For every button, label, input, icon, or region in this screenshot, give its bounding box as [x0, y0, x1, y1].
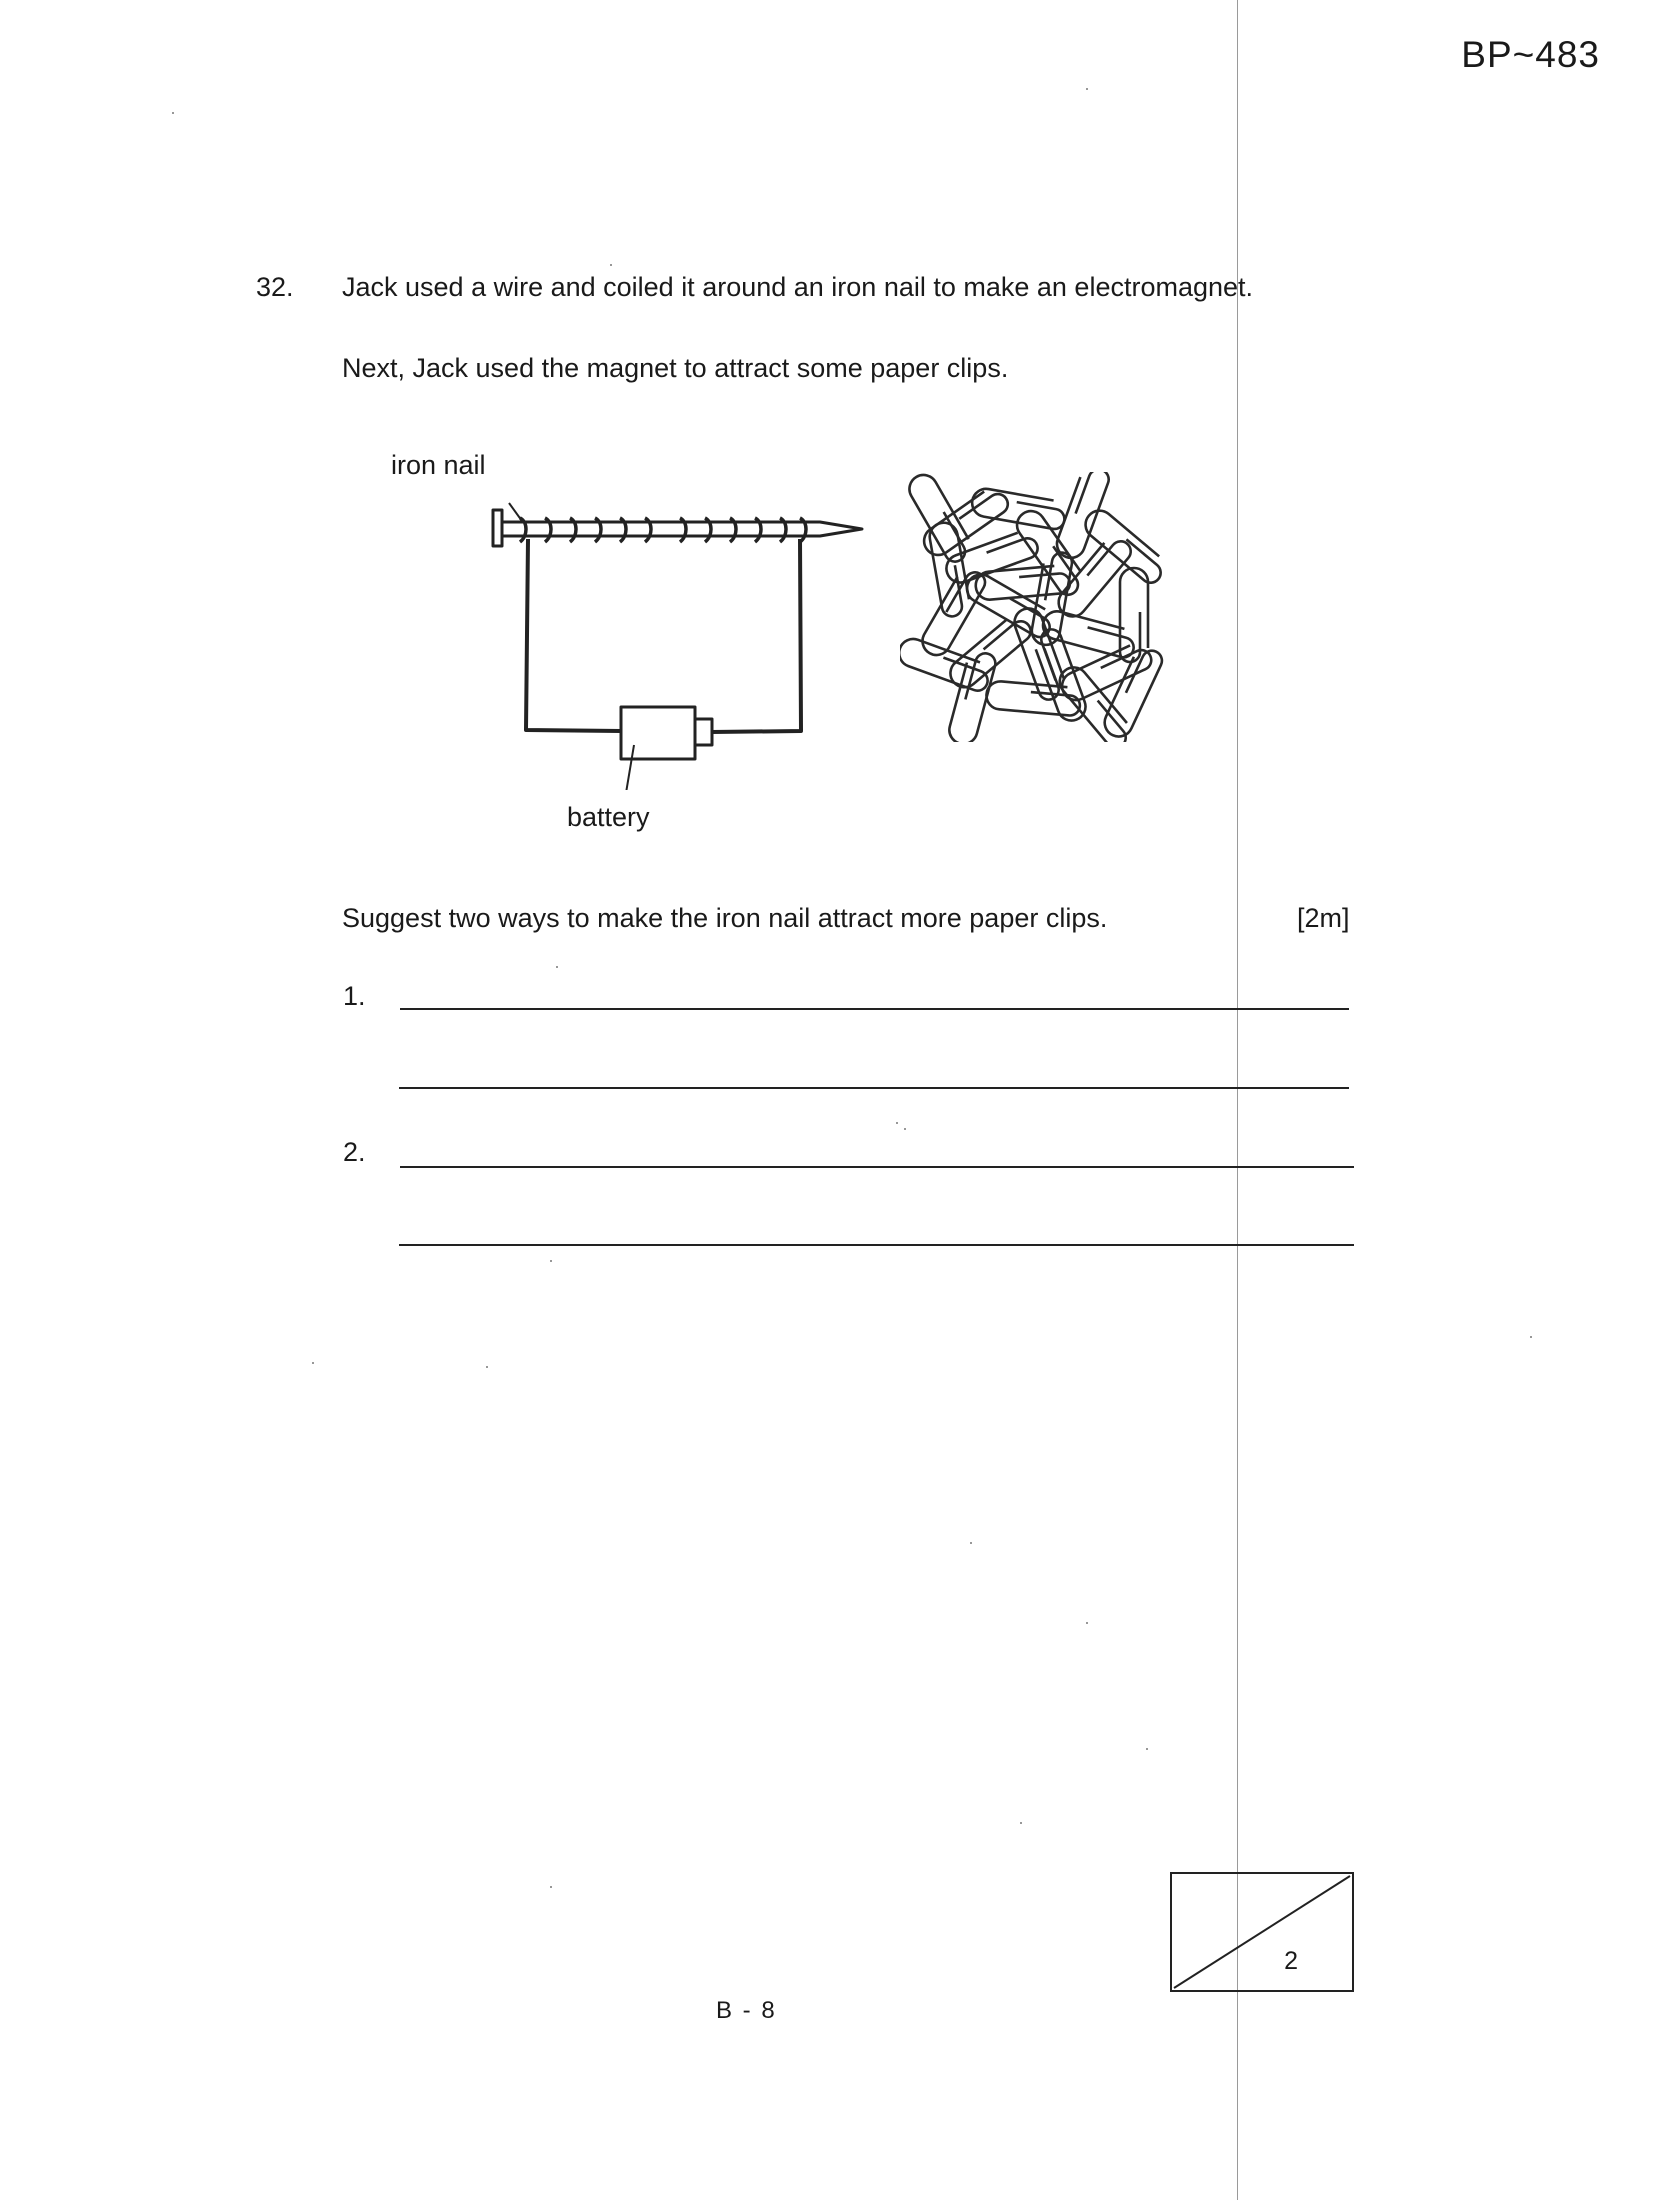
- nail-leader-line: [509, 503, 522, 521]
- wire-left: [526, 539, 621, 731]
- answer-line-2a[interactable]: [400, 1166, 1354, 1168]
- battery-terminal: [695, 719, 712, 745]
- scan-speck: [556, 966, 558, 968]
- answer-line-1b[interactable]: [399, 1087, 1349, 1089]
- scan-speck: [550, 1260, 552, 1262]
- document-code: BP~483: [1461, 34, 1600, 75]
- score-box: [1170, 1872, 1354, 1992]
- scan-speck: [1086, 1622, 1088, 1624]
- scan-speck: [172, 112, 174, 114]
- battery-label: battery: [567, 802, 650, 832]
- iron-nail-label: iron nail: [391, 450, 486, 480]
- scan-speck: [904, 1128, 906, 1130]
- question-text-line-1: Jack used a wire and coiled it around an iron nail to make an electromagnet.: [342, 272, 1254, 302]
- question-prompt: Suggest two ways to make the iron nail attract more paper clips.: [342, 903, 1108, 933]
- scan-speck: [550, 1886, 552, 1888]
- scan-speck: [1530, 1336, 1532, 1338]
- scan-speck: [1146, 1748, 1148, 1750]
- electromagnet-circuit-diagram: [480, 490, 880, 790]
- scan-speck: [1086, 88, 1088, 90]
- scan-speck: [312, 1362, 314, 1364]
- nail-head: [493, 510, 502, 546]
- scan-fold-line: [1237, 0, 1238, 2200]
- score-box-diagonal: [1172, 1874, 1352, 1990]
- wire-right: [712, 539, 801, 732]
- paper-clips-illustration: [900, 472, 1170, 742]
- question-number: 32.: [256, 272, 294, 302]
- scan-speck: [1020, 1822, 1022, 1824]
- score-max: 2: [1284, 1947, 1298, 1975]
- nail-shaft: [502, 522, 862, 536]
- scan-speck: [610, 264, 612, 266]
- marks-allocation: [2m]: [1297, 903, 1350, 933]
- page-number: B - 8: [716, 1997, 777, 2024]
- scan-speck: [970, 1542, 972, 1544]
- scan-speck: [896, 1122, 898, 1124]
- scan-speck: [486, 1366, 488, 1368]
- answer-number-2: 2.: [343, 1137, 366, 1167]
- answer-number-1: 1.: [343, 981, 366, 1011]
- answer-line-1a[interactable]: [400, 1008, 1349, 1010]
- answer-line-2b[interactable]: [399, 1244, 1354, 1246]
- question-text-line-2: Next, Jack used the magnet to attract some paper clips.: [342, 353, 1009, 383]
